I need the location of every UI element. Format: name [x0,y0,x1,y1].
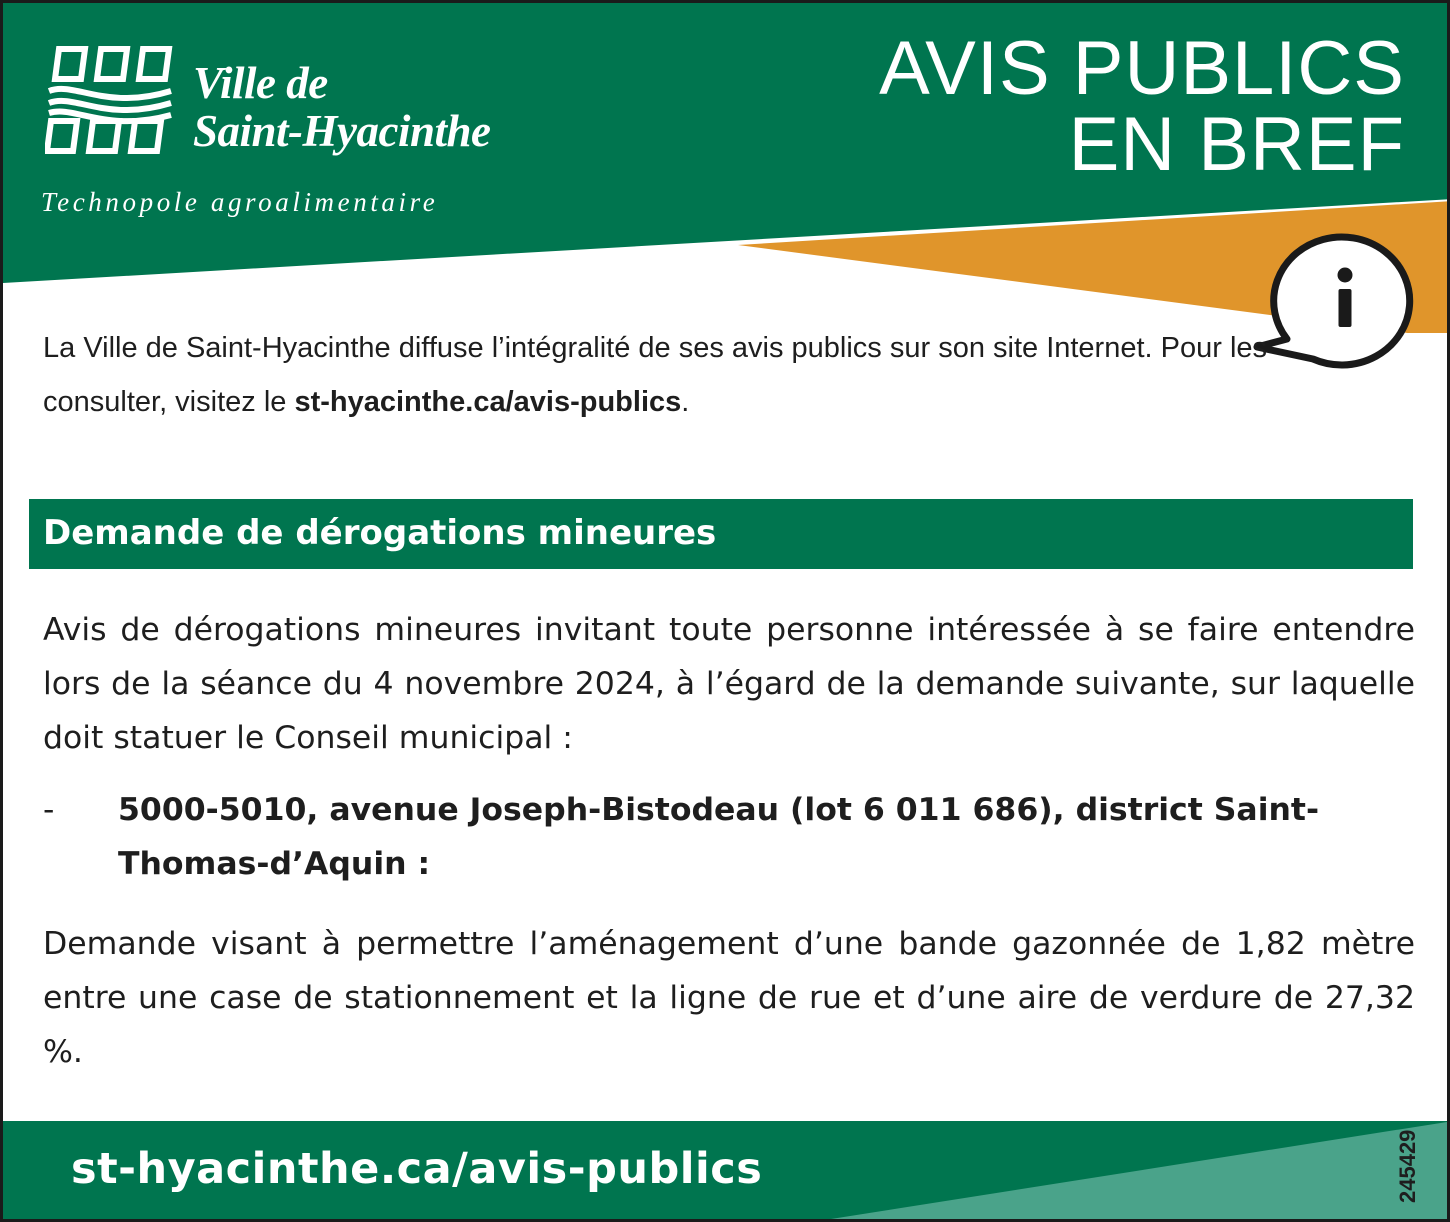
bullet-text: 5000-5010, avenue Joseph-Bistodeau (lot 6 011 686), district Saint-Thomas-d’Aquin : [118,792,1320,882]
city-name-line1: Ville de [193,58,328,108]
intro-text: La Ville de Saint-Hyacinthe diffuse l’intégralité de ses avis publics sur son site Internet. Pour les consulter, visitez le [43,332,1268,418]
intro-link[interactable]: st-hyacinthe.ca/avis-publics [294,386,682,418]
city-name [193,59,491,155]
notice-paragraph-1: Avis de dérogations mineures invitant toute personne intéressée à se faire entendre lors de la séance du 4 novembre 2024, à l’égard de la demande suivante, sur laquelle doit statuer le Conseil municipal : [43,612,1415,756]
section-header-bar [29,499,1413,569]
page-title-line2: EN BREF [1068,102,1405,187]
section-title: Demande de dérogations mineures [43,513,717,553]
footer-url-link[interactable]: st-hyacinthe.ca/avis-publics [71,1144,763,1194]
intro-text-end: . [681,386,690,418]
bullet-marker: - [43,792,55,828]
reference-number: 245429 [1395,1129,1420,1203]
notice-paragraph-2: Demande visant à permettre l’aménagement d’une bande gazonnée de 1,82 mètre entre une case de stationnement et la ligne de rue et d’une aire de verdure de 27,32 %. [43,926,1415,1070]
city-tagline: Technopole agroalimentaire [41,187,439,217]
city-name-line2: Saint-Hyacinthe [193,106,491,156]
city-logo-icon [45,41,175,159]
page-title-line1: AVIS PUBLICS [879,26,1405,111]
page-title [879,26,1405,187]
intro-paragraph [43,321,1323,429]
